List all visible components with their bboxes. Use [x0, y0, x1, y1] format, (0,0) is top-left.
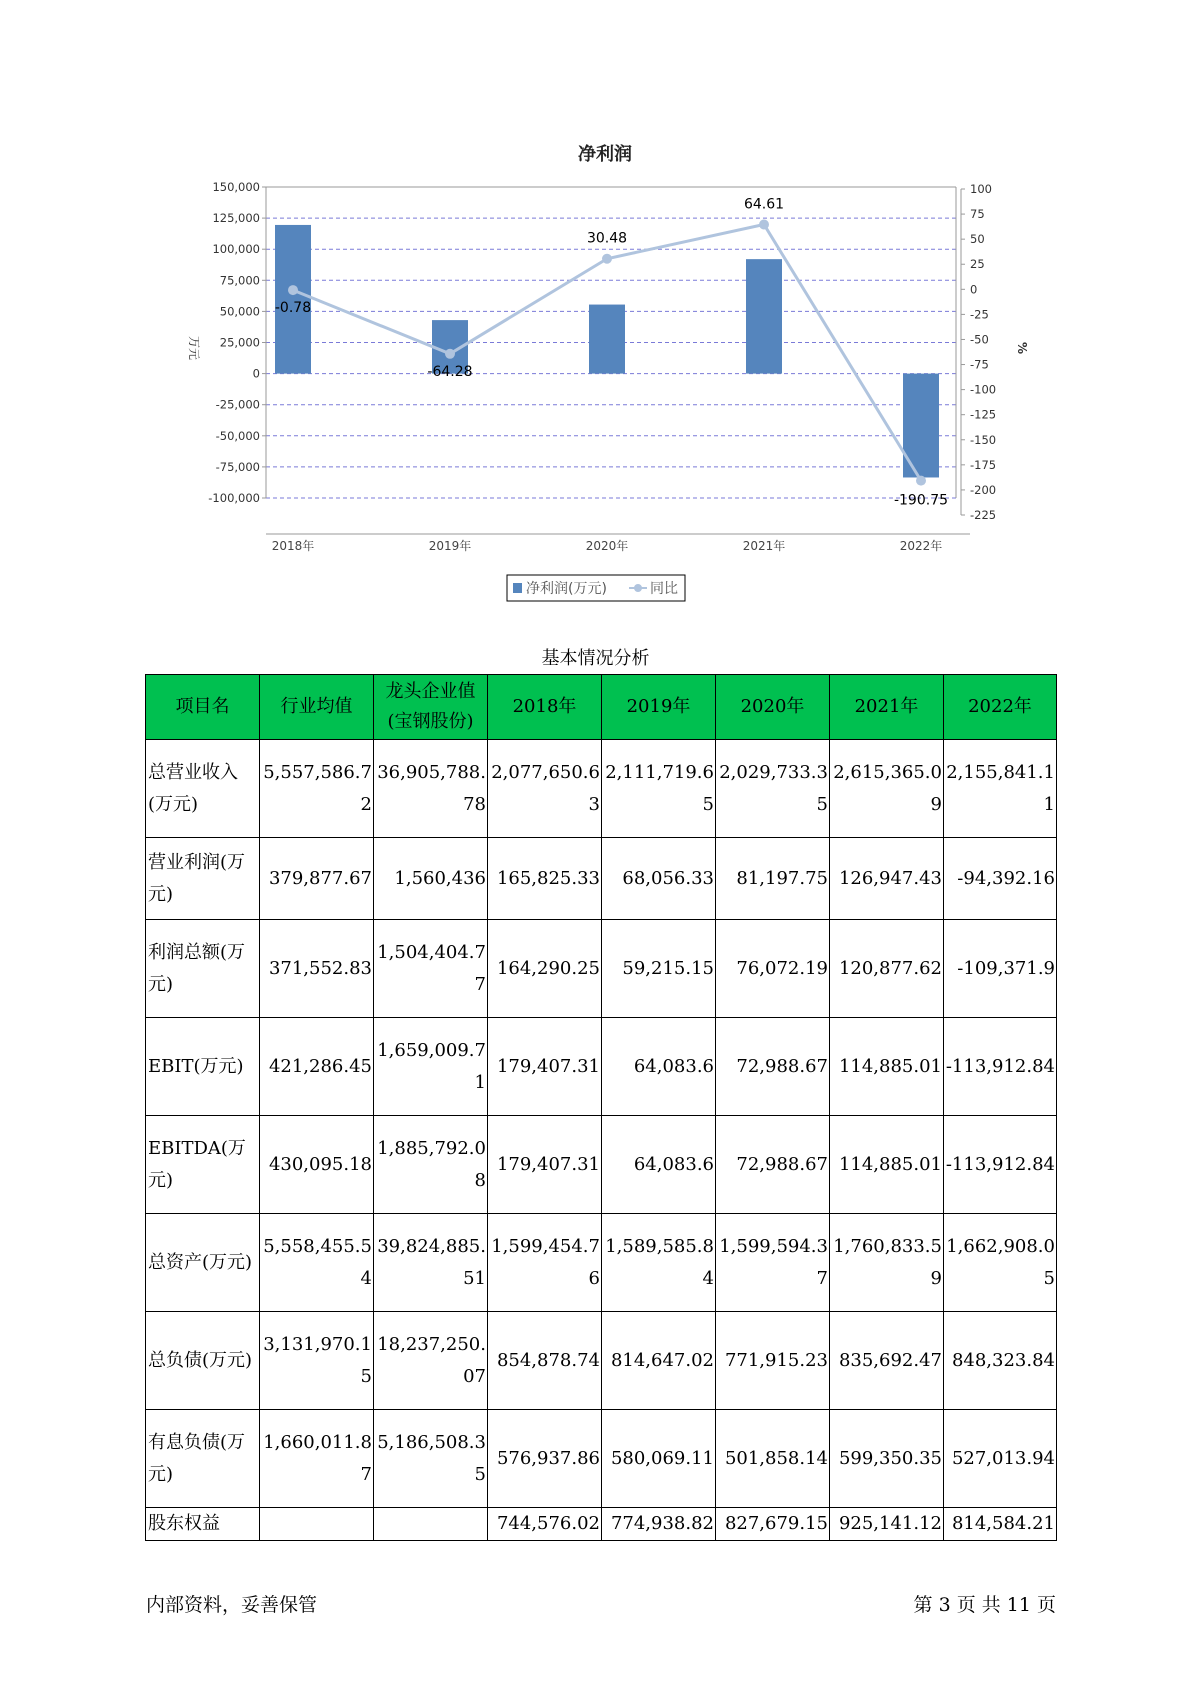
y-right-tick-label: -50	[970, 332, 989, 347]
table-row	[146, 1410, 1057, 1508]
bar-2020年	[589, 305, 625, 374]
row-label-cell: 营业利润(万元)	[146, 838, 260, 920]
yoy-point	[759, 219, 769, 229]
yoy-point	[916, 476, 926, 486]
y-left-tick-label: 150,000	[212, 180, 260, 194]
table-row	[146, 1116, 1057, 1214]
value-cell: 379,877.67	[260, 838, 374, 920]
basic-analysis-table	[145, 674, 1057, 1541]
legend-bar-label: 净利润(万元)	[526, 581, 607, 597]
value-cell: 2,111,719.65	[602, 740, 716, 838]
y-right-tick-label: -75	[970, 357, 989, 372]
value-cell: 2,615,365.09	[830, 740, 944, 838]
table-header-cell: 2018年	[488, 675, 602, 740]
y-left-tick-label: -100,000	[208, 491, 260, 505]
table-row	[146, 1214, 1057, 1312]
x-tick-label: 2022年	[899, 539, 943, 553]
x-tick-label: 2019年	[428, 539, 472, 553]
value-cell: 1,589,585.84	[602, 1214, 716, 1312]
value-cell: 854,878.74	[488, 1312, 602, 1410]
value-cell: 179,407.31	[488, 1018, 602, 1116]
value-cell: 1,560,436	[374, 838, 488, 920]
value-cell: 421,286.45	[260, 1018, 374, 1116]
row-label-cell: EBIT(万元)	[146, 1018, 260, 1116]
value-cell: 848,323.84	[944, 1312, 1057, 1410]
y-right-tick-label: -25	[970, 307, 989, 322]
row-label-cell: 有息负债(万元)	[146, 1410, 260, 1508]
table-title: 基本情况分析	[541, 648, 650, 669]
x-tick-label: 2020年	[585, 539, 629, 553]
value-cell: 68,056.33	[602, 838, 716, 920]
table-header-cell: 项目名	[146, 675, 260, 740]
value-cell: 39,824,885.51	[374, 1214, 488, 1312]
y-right-tick-label: -175	[970, 457, 997, 472]
y-right-tick-label: -100	[970, 382, 997, 397]
yoy-data-label: 64.61	[743, 196, 785, 213]
y-right-tick-label: -125	[970, 407, 997, 422]
row-label-cell: 股东权益	[146, 1508, 260, 1541]
yoy-point	[602, 254, 612, 264]
value-cell: 64,083.6	[602, 1018, 716, 1116]
legend-line-label: 同比	[650, 581, 678, 597]
value-cell: 827,679.15	[716, 1508, 830, 1541]
footer-confidential-note: 内部资料，妥善保管	[146, 1594, 318, 1616]
value-cell: 179,407.31	[488, 1116, 602, 1214]
value-cell: 580,069.11	[602, 1410, 716, 1508]
value-cell: 81,197.75	[716, 838, 830, 920]
row-label-cell: 总负债(万元)	[146, 1312, 260, 1410]
table-header-cell: 2020年	[716, 675, 830, 740]
value-cell: 371,552.83	[260, 920, 374, 1018]
row-label-cell: 总营业收入(万元)	[146, 740, 260, 838]
value-cell: 1,760,833.59	[830, 1214, 944, 1312]
y-left-tick-label: -25,000	[215, 397, 260, 412]
table-row	[146, 920, 1057, 1018]
value-cell: 925,141.12	[830, 1508, 944, 1541]
y-left-tick-label: 125,000	[212, 211, 260, 226]
legend-line-marker	[634, 584, 642, 592]
value-cell: 1,660,011.87	[260, 1410, 374, 1508]
table-body	[146, 740, 1057, 1541]
yoy-point	[445, 349, 455, 359]
value-cell: 59,215.15	[602, 920, 716, 1018]
x-tick-label: 2018年	[271, 539, 315, 553]
y-right-tick-label: 100	[970, 182, 992, 196]
value-cell: 5,558,455.54	[260, 1214, 374, 1312]
row-label-cell: 利润总额(万元)	[146, 920, 260, 1018]
y-left-tick-label: 100,000	[212, 242, 260, 257]
table-header-cell: 行业均值	[260, 675, 374, 740]
row-label-cell: EBITDA(万元)	[146, 1116, 260, 1214]
value-cell: 814,647.02	[602, 1312, 716, 1410]
value-cell	[374, 1508, 488, 1541]
chart-svg	[170, 130, 1029, 600]
value-cell: 814,584.21	[944, 1508, 1057, 1541]
value-cell: 5,186,508.35	[374, 1410, 488, 1508]
value-cell: 501,858.14	[716, 1410, 830, 1508]
y-right-axis-label: %	[1015, 341, 1029, 355]
value-cell: 18,237,250.07	[374, 1312, 488, 1410]
y-left-tick-label: 75,000	[219, 273, 260, 288]
value-cell: 599,350.35	[830, 1410, 944, 1508]
value-cell: 1,599,454.76	[488, 1214, 602, 1312]
table-header-cell: 2022年	[944, 675, 1057, 740]
value-cell: 3,131,970.15	[260, 1312, 374, 1410]
value-cell: 1,599,594.37	[716, 1214, 830, 1312]
y-left-tick-label: -75,000	[215, 459, 260, 474]
table-header-cell: 2021年	[830, 675, 944, 740]
value-cell: 76,072.19	[716, 920, 830, 1018]
value-cell: 72,988.67	[716, 1018, 830, 1116]
value-cell: 1,504,404.77	[374, 920, 488, 1018]
value-cell: 126,947.43	[830, 838, 944, 920]
yoy-data-label: -64.28	[427, 363, 473, 380]
value-cell: 36,905,788.78	[374, 740, 488, 838]
table-row	[146, 1018, 1057, 1116]
y-right-tick-label: -225	[970, 508, 997, 522]
y-right-tick-label: 25	[970, 257, 985, 272]
value-cell: 2,029,733.35	[716, 740, 830, 838]
value-cell: 64,083.6	[602, 1116, 716, 1214]
value-cell: 72,988.67	[716, 1116, 830, 1214]
table-header-cell: 龙头企业值(宝钢股份)	[374, 675, 488, 740]
value-cell: 744,576.02	[488, 1508, 602, 1541]
table-row	[146, 1508, 1057, 1541]
value-cell: 114,885.01	[830, 1116, 944, 1214]
value-cell: 1,662,908.05	[944, 1214, 1057, 1312]
y-left-tick-label: 0	[252, 366, 260, 381]
y-right-tick-label: 75	[970, 207, 985, 222]
value-cell: 165,825.33	[488, 838, 602, 920]
y-right-tick-label: 50	[970, 232, 985, 247]
table-row	[146, 1312, 1057, 1410]
table-row	[146, 838, 1057, 920]
legend-bar-swatch	[513, 583, 522, 593]
y-left-tick-label: 25,000	[219, 335, 260, 350]
value-cell	[260, 1508, 374, 1541]
y-right-tick-label: 0	[970, 282, 978, 297]
value-cell: -113,912.84	[944, 1018, 1057, 1116]
chart-title: 净利润	[578, 144, 632, 165]
value-cell: 120,877.62	[830, 920, 944, 1018]
value-cell: 2,155,841.11	[944, 740, 1057, 838]
value-cell: 114,885.01	[830, 1018, 944, 1116]
y-left-tick-label: -50,000	[215, 428, 260, 443]
net-profit-chart	[170, 130, 1029, 600]
footer-page-number: 第 3 页 共 11 页	[913, 1594, 1056, 1616]
y-right-tick-label: -150	[970, 432, 997, 447]
value-cell: -94,392.16	[944, 838, 1057, 920]
y-left-axis-label: 万元	[187, 335, 201, 361]
table-header-row	[146, 675, 1057, 740]
x-tick-label: 2021年	[742, 539, 786, 553]
value-cell: 430,095.18	[260, 1116, 374, 1214]
yoy-data-label: 30.48	[586, 230, 628, 247]
y-right-tick-label: -200	[970, 482, 997, 497]
value-cell: 1,659,009.71	[374, 1018, 488, 1116]
value-cell: 527,013.94	[944, 1410, 1057, 1508]
value-cell: -109,371.9	[944, 920, 1057, 1018]
value-cell: 164,290.25	[488, 920, 602, 1018]
value-cell: 576,937.86	[488, 1410, 602, 1508]
value-cell: 1,885,792.08	[374, 1116, 488, 1214]
value-cell: 774,938.82	[602, 1508, 716, 1541]
value-cell: 771,915.23	[716, 1312, 830, 1410]
row-label-cell: 总资产(万元)	[146, 1214, 260, 1312]
value-cell: 5,557,586.72	[260, 740, 374, 838]
value-cell: -113,912.84	[944, 1116, 1057, 1214]
table-header-cell: 2019年	[602, 675, 716, 740]
value-cell: 2,077,650.63	[488, 740, 602, 838]
value-cell: 835,692.47	[830, 1312, 944, 1410]
yoy-data-label: -0.78	[274, 300, 312, 317]
yoy-data-label: -190.75	[893, 492, 949, 509]
table-row	[146, 740, 1057, 838]
y-left-tick-label: 50,000	[219, 304, 260, 319]
bar-2021年	[746, 259, 782, 373]
yoy-point	[288, 285, 298, 295]
